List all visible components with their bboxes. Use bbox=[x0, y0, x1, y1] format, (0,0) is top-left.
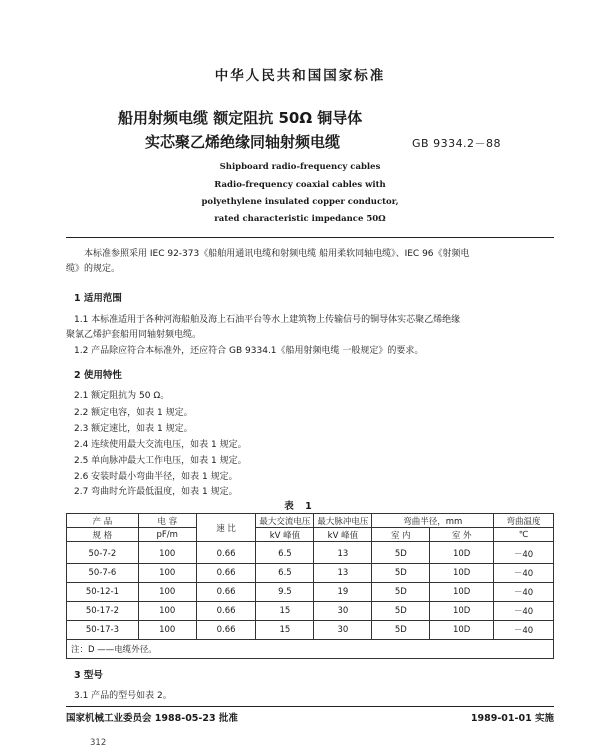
cell-indoor: 5D bbox=[372, 583, 430, 602]
header-model-sub: 规 格 bbox=[67, 528, 139, 542]
header-indoor: 室 内 bbox=[372, 528, 430, 542]
cell-capacitance: 100 bbox=[138, 542, 196, 564]
cell-ac: 9.5 bbox=[256, 583, 314, 602]
header-ac-voltage-unit: kV 峰值 bbox=[256, 528, 314, 542]
clause-2-2: 2.2 额定电容，如表 1 规定。 bbox=[74, 408, 193, 418]
clause-1-2: 1.2 产品除应符合本标准外，还应符合 GB 9334.1《船用射频电缆 一般规定》的要求。 bbox=[74, 346, 424, 356]
clause-2-7: 2.7 弯曲时允许最低温度，如表 1 规定。 bbox=[74, 487, 238, 497]
cell-model: 50-17-3 bbox=[67, 621, 139, 640]
cell-ac: 6.5 bbox=[256, 564, 314, 583]
cell-ratio: 0.66 bbox=[196, 564, 256, 583]
cell-pulse: 19 bbox=[314, 583, 372, 602]
cell-capacitance: 100 bbox=[138, 564, 196, 583]
header-bend-temp: 弯曲温度 bbox=[494, 514, 554, 528]
table-1-caption: 表 1 bbox=[284, 501, 316, 512]
intro-text-line2: 缆》的规定。 bbox=[66, 264, 121, 274]
cell-indoor: 5D bbox=[372, 564, 430, 583]
table-row bbox=[67, 542, 554, 564]
page-number: 312 bbox=[90, 738, 107, 748]
cell-pulse: 30 bbox=[314, 602, 372, 621]
header-capacitance: 电 容 bbox=[138, 514, 196, 528]
cell-ratio: 0.66 bbox=[196, 602, 256, 621]
effective-date: 1989-01-01 实施 bbox=[470, 713, 554, 724]
cell-ratio: 0.66 bbox=[196, 583, 256, 602]
approval-line: 国家机械工业委员会 1988-05-23 批准 bbox=[66, 713, 238, 724]
cable-spec-table bbox=[66, 513, 554, 659]
cell-model: 50-12-1 bbox=[67, 583, 139, 602]
document-title-line2: 实芯聚乙烯绝缘同轴射频电缆 bbox=[145, 133, 341, 151]
header-outdoor: 室 外 bbox=[430, 528, 494, 542]
cell-pulse: 30 bbox=[314, 621, 372, 640]
table-row bbox=[67, 621, 554, 640]
standard-code: GB 9334.2－88 bbox=[412, 137, 502, 150]
cell-model: 50-17-2 bbox=[67, 602, 139, 621]
table-note: 注：D ——电缆外径。 bbox=[67, 640, 554, 659]
clause-3-1: 3.1 产品的型号如表 2。 bbox=[74, 691, 172, 701]
cell-temp: －40 bbox=[494, 602, 554, 621]
cell-outdoor: 10D bbox=[430, 542, 494, 564]
cell-temp: －40 bbox=[494, 621, 554, 640]
section-2-heading: 2 使用特性 bbox=[74, 370, 122, 381]
cell-model: 50-7-6 bbox=[67, 564, 139, 583]
cell-temp: －40 bbox=[494, 542, 554, 564]
cell-ac: 6.5 bbox=[256, 542, 314, 564]
cell-capacitance: 100 bbox=[138, 583, 196, 602]
clause-2-4: 2.4 连续使用最大交流电压，如表 1 规定。 bbox=[74, 440, 247, 450]
cell-ratio: 0.66 bbox=[196, 542, 256, 564]
footer-divider bbox=[66, 706, 554, 707]
english-title-line: Radio-frequency coaxial cables with bbox=[214, 180, 386, 190]
header-pulse-voltage: 最大脉冲电压 bbox=[314, 514, 372, 528]
header-temp-unit: ℃ bbox=[494, 528, 554, 542]
cell-outdoor: 10D bbox=[430, 564, 494, 583]
cell-ratio: 0.66 bbox=[196, 621, 256, 640]
section-1-heading: 1 适用范围 bbox=[74, 293, 122, 304]
table-note-row bbox=[67, 640, 554, 659]
table-row bbox=[67, 583, 554, 602]
clause-2-1: 2.1 额定阻抗为 50 Ω。 bbox=[74, 391, 170, 401]
cell-model: 50-7-2 bbox=[67, 542, 139, 564]
cell-indoor: 5D bbox=[372, 542, 430, 564]
intro-text-line1: 本标准参照采用 IEC 92-373《船舶用通讯电缆和射频电缆 船用柔软同轴电缆》、IEC 96《射频电 bbox=[84, 249, 470, 259]
cell-capacitance: 100 bbox=[138, 621, 196, 640]
cell-ac: 15 bbox=[256, 621, 314, 640]
english-title-line: Shipboard radio-frequency cables bbox=[219, 162, 381, 172]
header-divider bbox=[66, 237, 554, 238]
cell-outdoor: 10D bbox=[430, 621, 494, 640]
cell-indoor: 5D bbox=[372, 621, 430, 640]
header-model: 产 品 bbox=[67, 514, 139, 528]
clause-1-1-line2: 聚氯乙烯护套船用同轴射频电缆。 bbox=[66, 330, 202, 340]
header-velocity-ratio: 速 比 bbox=[196, 514, 256, 542]
national-standard-heading: 中华人民共和国国家标准 bbox=[214, 68, 386, 84]
english-title-line: polyethylene insulated copper conductor, bbox=[201, 197, 399, 207]
header-capacitance-unit: pF/m bbox=[138, 528, 196, 542]
clause-2-3: 2.3 额定速比，如表 1 规定。 bbox=[74, 424, 193, 434]
cell-indoor: 5D bbox=[372, 602, 430, 621]
cell-outdoor: 10D bbox=[430, 602, 494, 621]
cell-temp: －40 bbox=[494, 564, 554, 583]
clause-2-5: 2.5 单向脉冲最大工作电压，如表 1 规定。 bbox=[74, 456, 247, 466]
table-row bbox=[67, 564, 554, 583]
header-pulse-voltage-unit: kV 峰值 bbox=[314, 528, 372, 542]
cell-temp: －40 bbox=[494, 583, 554, 602]
document-title-line1: 船用射频电缆 额定阻抗 50Ω 铜导体 bbox=[118, 109, 363, 127]
cell-outdoor: 10D bbox=[430, 583, 494, 602]
cell-pulse: 13 bbox=[314, 564, 372, 583]
cell-capacitance: 100 bbox=[138, 602, 196, 621]
cell-ac: 15 bbox=[256, 602, 314, 621]
cell-pulse: 13 bbox=[314, 542, 372, 564]
english-title-line: rated characteristic impedance 50Ω bbox=[214, 214, 386, 224]
section-3-heading: 3 型号 bbox=[74, 670, 103, 681]
clause-2-6: 2.6 安装时最小弯曲半径，如表 1 规定。 bbox=[74, 472, 238, 482]
header-ac-voltage: 最大交流电压 bbox=[256, 514, 314, 528]
header-bend-radius: 弯曲半径，mm bbox=[372, 514, 494, 528]
table-row bbox=[67, 602, 554, 621]
clause-1-1-line1: 1.1 本标准适用于各种河海船舶及海上石油平台等水上建筑物上传输信号的铜导体实芯聚乙烯绝缘 bbox=[74, 315, 461, 325]
